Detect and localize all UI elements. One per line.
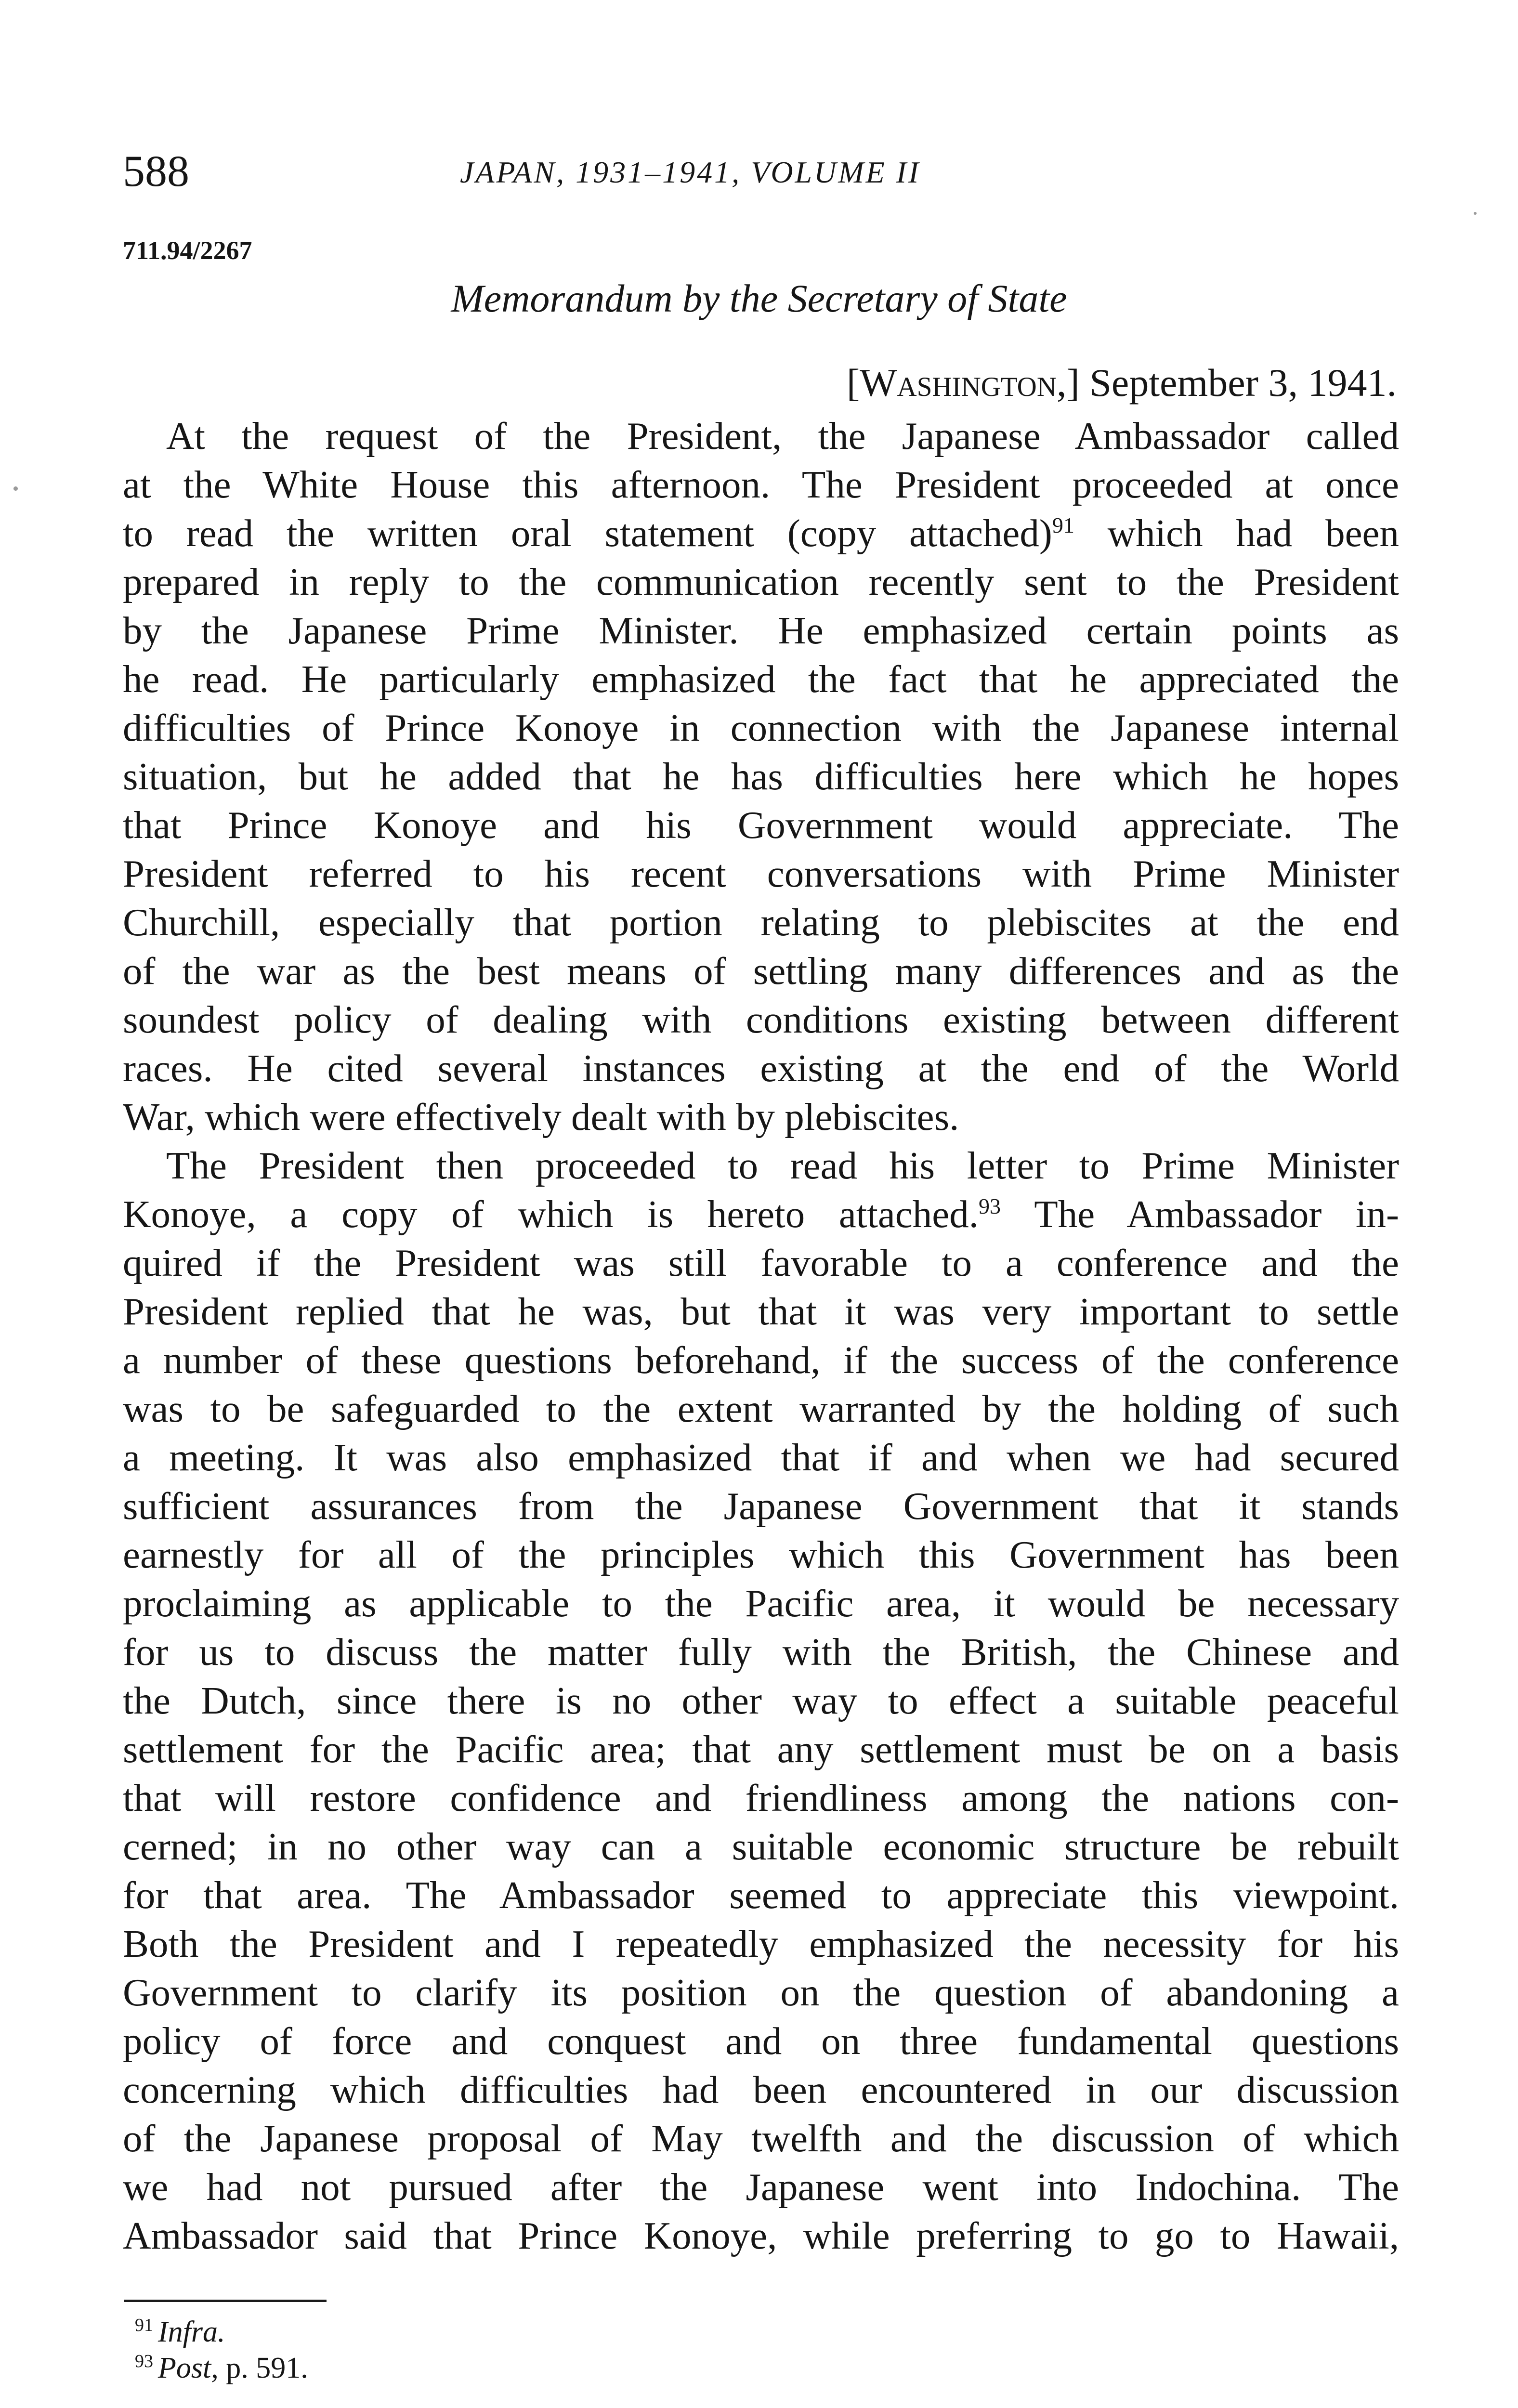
text-line — [123, 509, 1399, 558]
text-segment: The Ambassador in- — [1000, 1192, 1399, 1236]
footnote-93 — [135, 2350, 308, 2386]
text-line: policy of force and conquest and on three fundamental questions — [123, 2019, 1399, 2063]
text-line: of the Japanese proposal of May twelfth and the discussion of which — [123, 2117, 1399, 2160]
text-line: prepared in reply to the communication recently sent to the President — [123, 560, 1399, 603]
text-line: Government to clarify its position on the question of abandoning a — [123, 1971, 1399, 2014]
text-line: for that area. The Ambassador seemed to appreciate this viewpoint. — [123, 1873, 1399, 1917]
footnote-ref-93[interactable]: 93 — [978, 1194, 1001, 1218]
text-line — [123, 1190, 1399, 1239]
paragraph-2 — [123, 1141, 1399, 2260]
text-line: he read. He particularly emphasized the fact that he appreciated the — [123, 657, 1399, 701]
footnote-ref-91[interactable]: 91 — [1052, 513, 1074, 537]
text-line: by the Japanese Prime Minister. He emphasized certain points as — [123, 609, 1399, 652]
memorandum-body — [123, 412, 1399, 2260]
text-line: The President then proceeded to read his letter to Prime Minister — [166, 1144, 1399, 1187]
text-line: the Dutch, since there is no other way to effect a suitable peaceful — [123, 1679, 1399, 1722]
text-line: for us to discuss the matter fully with the British, the Chinese and — [123, 1630, 1399, 1674]
footnote-91 — [135, 2314, 308, 2350]
text-line: cerned; in no other way can a suitable economic structure be rebuilt — [123, 1825, 1399, 1868]
text-line: settlement for the Pacific area; that any settlement must be on a basis — [123, 1727, 1399, 1771]
text-line: sufficient assurances from the Japanese Government that it stands — [123, 1484, 1399, 1528]
text-line: situation, but he added that he has difficulties here which he hopes — [123, 755, 1399, 798]
journal-title: JAPAN, 1931–1941, VOLUME II — [460, 155, 921, 189]
text-line: proclaiming as applicable to the Pacific area, it would be necessary — [123, 1582, 1399, 1625]
text-line: races. He cited several instances existing at the end of the World — [123, 1047, 1399, 1090]
text-line: at the White House this afternoon. The President proceeded at once — [123, 463, 1399, 506]
dateline-date: September 3, 1941. — [1089, 361, 1397, 405]
text-line: a meeting. It was also emphasized that if and when we had secured — [123, 1436, 1399, 1479]
text-line: of the war as the best means of settling many differences and as the — [123, 949, 1399, 993]
text-line: difficulties of Prince Konoye in connection with the Japanese internal — [123, 706, 1399, 749]
footnote-divider — [124, 2300, 327, 2302]
text-line: earnestly for all of the principles which this Government has been — [123, 1533, 1399, 1576]
text-line: Both the President and I repeatedly emphasized the necessity for his — [123, 1922, 1399, 1965]
text-line: President replied that he was, but that it was very important to settle — [123, 1290, 1399, 1333]
text-line: Ambassador said that Prince Konoye, while preferring to go to Hawaii, — [123, 2214, 1399, 2257]
text-line: concerning which difficulties had been encountered in our discussion — [123, 2068, 1399, 2111]
text-line: that will restore confidence and friendliness among the nations con- — [123, 1776, 1399, 1819]
text-line: was to be safeguarded to the extent warranted by the holding of such — [123, 1387, 1399, 1430]
text-segment: which had been — [1074, 511, 1399, 555]
text-line: a number of these questions beforehand, if the success of the conference — [123, 1338, 1399, 1382]
paragraph-1 — [123, 412, 1399, 1141]
file-number: 711.94/2267 — [123, 236, 252, 265]
memorandum-title: Memorandum by the Secretary of State — [451, 276, 1067, 320]
text-line: President referred to his recent conversations with Prime Minister — [123, 852, 1399, 895]
footnotes — [135, 2314, 308, 2386]
scan-speck — [13, 486, 18, 491]
text-line: we had not pursued after the Japanese went into Indochina. The — [123, 2165, 1399, 2209]
footnote-text: Post — [158, 2352, 211, 2384]
page-number: 588 — [123, 146, 189, 196]
footnote-text: Infra. — [158, 2316, 225, 2348]
text-line: that Prince Konoye and his Government would appreciate. The — [123, 803, 1399, 847]
text-line: soundest policy of dealing with conditions existing between different — [123, 998, 1399, 1041]
footnote-mark: 93 — [135, 2351, 153, 2372]
dateline — [847, 354, 1397, 412]
dateline-place: [Washington,] — [846, 361, 1080, 405]
text-line: War, which were effectively dealt with by plebiscites. — [123, 1095, 959, 1139]
scan-speck — [1474, 212, 1477, 215]
text-line: Churchill, especially that portion relating to plebiscites at the end — [123, 901, 1399, 944]
text-line: At the request of the President, the Japanese Ambassador called — [166, 414, 1399, 458]
text-segment: to read the written oral statement (copy attached) — [123, 511, 1052, 555]
running-head — [123, 144, 1399, 197]
footnote-mark: 91 — [135, 2315, 153, 2336]
footnote-page-ref: , p. 591. — [211, 2352, 308, 2384]
text-line: quired if the President was still favorable to a conference and the — [123, 1241, 1399, 1284]
text-segment: Konoye, a copy of which is hereto attached. — [123, 1192, 979, 1236]
